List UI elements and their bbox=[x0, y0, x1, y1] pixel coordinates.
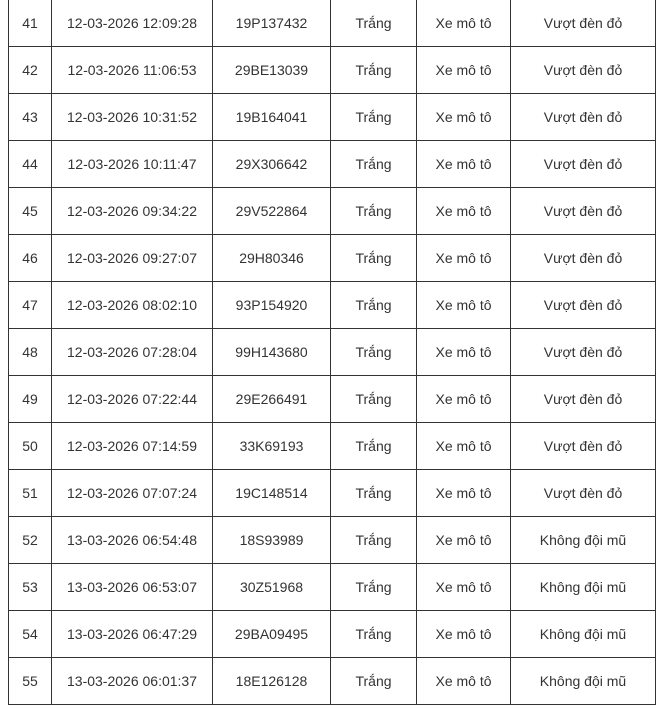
vehicle-type-cell: Xe mô tô bbox=[417, 0, 511, 47]
row-number-cell: 45 bbox=[9, 188, 52, 235]
timestamp-cell: 12-03-2026 09:34:22 bbox=[52, 188, 213, 235]
violation-cell: Không đội mũ bbox=[511, 564, 656, 611]
row-number-cell: 49 bbox=[9, 376, 52, 423]
violation-cell: Vượt đèn đỏ bbox=[511, 376, 656, 423]
license-plate-cell: 29BE13039 bbox=[213, 47, 331, 94]
plate-color-cell: Trắng bbox=[331, 141, 417, 188]
vehicle-type-cell: Xe mô tô bbox=[417, 94, 511, 141]
table-row bbox=[9, 517, 656, 564]
license-plate-cell: 18S93989 bbox=[213, 517, 331, 564]
plate-color-cell: Trắng bbox=[331, 235, 417, 282]
violations-table bbox=[8, 0, 656, 705]
row-number-cell: 42 bbox=[9, 47, 52, 94]
table-row bbox=[9, 235, 656, 282]
plate-color-cell: Trắng bbox=[331, 470, 417, 517]
row-number-cell: 51 bbox=[9, 470, 52, 517]
violation-cell: Không đội mũ bbox=[511, 658, 656, 705]
table-row bbox=[9, 423, 656, 470]
table-row bbox=[9, 564, 656, 611]
plate-color-cell: Trắng bbox=[331, 282, 417, 329]
violation-cell: Vượt đèn đỏ bbox=[511, 0, 656, 47]
table-row bbox=[9, 94, 656, 141]
license-plate-cell: 29X306642 bbox=[213, 141, 331, 188]
row-number-cell: 43 bbox=[9, 94, 52, 141]
timestamp-cell: 12-03-2026 12:09:28 bbox=[52, 0, 213, 47]
vehicle-type-cell: Xe mô tô bbox=[417, 376, 511, 423]
row-number-cell: 52 bbox=[9, 517, 52, 564]
plate-color-cell: Trắng bbox=[331, 376, 417, 423]
plate-color-cell: Trắng bbox=[331, 329, 417, 376]
table-row bbox=[9, 470, 656, 517]
vehicle-type-cell: Xe mô tô bbox=[417, 282, 511, 329]
timestamp-cell: 12-03-2026 09:27:07 bbox=[52, 235, 213, 282]
timestamp-cell: 12-03-2026 07:28:04 bbox=[52, 329, 213, 376]
violation-cell: Vượt đèn đỏ bbox=[511, 141, 656, 188]
vehicle-type-cell: Xe mô tô bbox=[417, 235, 511, 282]
violation-cell: Vượt đèn đỏ bbox=[511, 282, 656, 329]
table-row bbox=[9, 188, 656, 235]
timestamp-cell: 12-03-2026 07:14:59 bbox=[52, 423, 213, 470]
violation-cell: Không đội mũ bbox=[511, 517, 656, 564]
license-plate-cell: 99H143680 bbox=[213, 329, 331, 376]
table-row bbox=[9, 376, 656, 423]
row-number-cell: 44 bbox=[9, 141, 52, 188]
row-number-cell: 41 bbox=[9, 0, 52, 47]
vehicle-type-cell: Xe mô tô bbox=[417, 611, 511, 658]
table-row bbox=[9, 0, 656, 47]
license-plate-cell: 33K69193 bbox=[213, 423, 331, 470]
license-plate-cell: 30Z51968 bbox=[213, 564, 331, 611]
license-plate-cell: 19C148514 bbox=[213, 470, 331, 517]
license-plate-cell: 29H80346 bbox=[213, 235, 331, 282]
violation-cell: Vượt đèn đỏ bbox=[511, 423, 656, 470]
vehicle-type-cell: Xe mô tô bbox=[417, 47, 511, 94]
timestamp-cell: 12-03-2026 07:07:24 bbox=[52, 470, 213, 517]
violations-table-container bbox=[8, 0, 655, 705]
plate-color-cell: Trắng bbox=[331, 47, 417, 94]
row-number-cell: 48 bbox=[9, 329, 52, 376]
timestamp-cell: 12-03-2026 07:22:44 bbox=[52, 376, 213, 423]
vehicle-type-cell: Xe mô tô bbox=[417, 564, 511, 611]
violation-cell: Vượt đèn đỏ bbox=[511, 329, 656, 376]
plate-color-cell: Trắng bbox=[331, 94, 417, 141]
vehicle-type-cell: Xe mô tô bbox=[417, 423, 511, 470]
timestamp-cell: 13-03-2026 06:53:07 bbox=[52, 564, 213, 611]
plate-color-cell: Trắng bbox=[331, 423, 417, 470]
row-number-cell: 47 bbox=[9, 282, 52, 329]
timestamp-cell: 12-03-2026 10:11:47 bbox=[52, 141, 213, 188]
table-row bbox=[9, 282, 656, 329]
timestamp-cell: 12-03-2026 08:02:10 bbox=[52, 282, 213, 329]
timestamp-cell: 13-03-2026 06:47:29 bbox=[52, 611, 213, 658]
plate-color-cell: Trắng bbox=[331, 517, 417, 564]
vehicle-type-cell: Xe mô tô bbox=[417, 329, 511, 376]
plate-color-cell: Trắng bbox=[331, 188, 417, 235]
violation-cell: Vượt đèn đỏ bbox=[511, 235, 656, 282]
timestamp-cell: 12-03-2026 11:06:53 bbox=[52, 47, 213, 94]
timestamp-cell: 13-03-2026 06:01:37 bbox=[52, 658, 213, 705]
table-row bbox=[9, 47, 656, 94]
violation-cell: Vượt đèn đỏ bbox=[511, 47, 656, 94]
vehicle-type-cell: Xe mô tô bbox=[417, 188, 511, 235]
vehicle-type-cell: Xe mô tô bbox=[417, 141, 511, 188]
license-plate-cell: 18E126128 bbox=[213, 658, 331, 705]
row-number-cell: 53 bbox=[9, 564, 52, 611]
vehicle-type-cell: Xe mô tô bbox=[417, 470, 511, 517]
table-row bbox=[9, 141, 656, 188]
table-row bbox=[9, 329, 656, 376]
timestamp-cell: 12-03-2026 10:31:52 bbox=[52, 94, 213, 141]
license-plate-cell: 19P137432 bbox=[213, 0, 331, 47]
license-plate-cell: 19B164041 bbox=[213, 94, 331, 141]
violation-cell: Vượt đèn đỏ bbox=[511, 188, 656, 235]
table-row bbox=[9, 611, 656, 658]
plate-color-cell: Trắng bbox=[331, 0, 417, 47]
license-plate-cell: 93P154920 bbox=[213, 282, 331, 329]
timestamp-cell: 13-03-2026 06:54:48 bbox=[52, 517, 213, 564]
plate-color-cell: Trắng bbox=[331, 658, 417, 705]
violation-cell: Không đội mũ bbox=[511, 611, 656, 658]
violation-cell: Vượt đèn đỏ bbox=[511, 470, 656, 517]
plate-color-cell: Trắng bbox=[331, 611, 417, 658]
vehicle-type-cell: Xe mô tô bbox=[417, 517, 511, 564]
row-number-cell: 54 bbox=[9, 611, 52, 658]
license-plate-cell: 29BA09495 bbox=[213, 611, 331, 658]
plate-color-cell: Trắng bbox=[331, 564, 417, 611]
table-row bbox=[9, 658, 656, 705]
vehicle-type-cell: Xe mô tô bbox=[417, 658, 511, 705]
violation-cell: Vượt đèn đỏ bbox=[511, 94, 656, 141]
license-plate-cell: 29V522864 bbox=[213, 188, 331, 235]
license-plate-cell: 29E266491 bbox=[213, 376, 331, 423]
row-number-cell: 46 bbox=[9, 235, 52, 282]
row-number-cell: 50 bbox=[9, 423, 52, 470]
row-number-cell: 55 bbox=[9, 658, 52, 705]
